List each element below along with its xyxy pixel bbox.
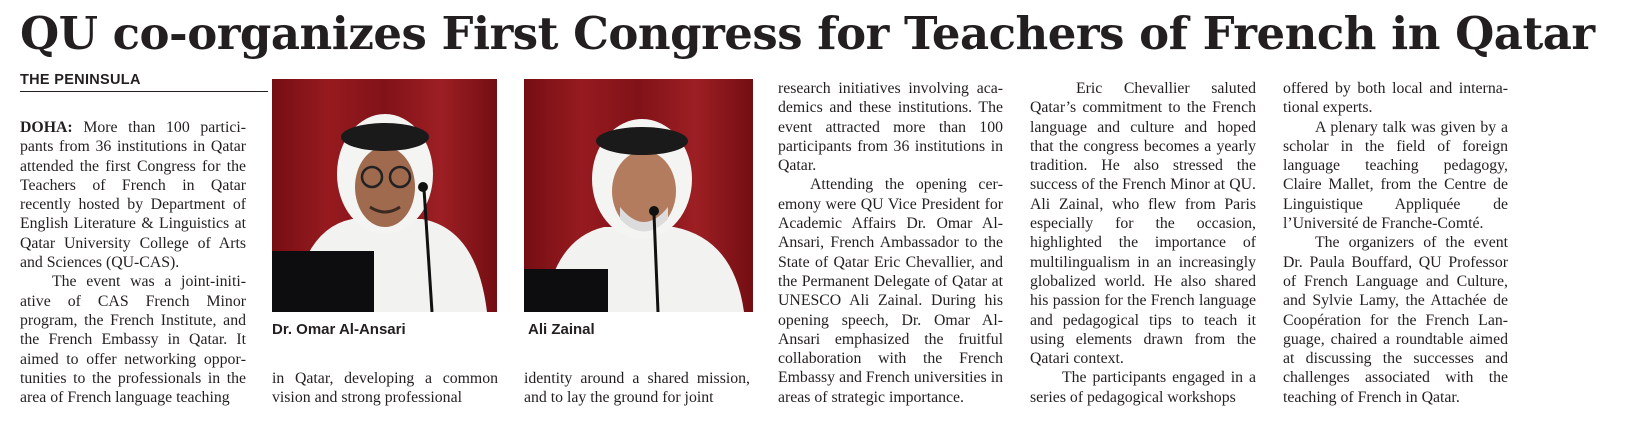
paragraph: A plenary talk was given by a scholar in the field of foreign language teaching pedagogy, Claire Mallet, from the Centre de Linguistique Appliquée de l’Université de Franche-Comté. xyxy=(1283,118,1508,233)
paragraph: in Qatar, developing a common vision and strong professional xyxy=(272,370,498,407)
photo-caption: Ali Zainal xyxy=(528,321,595,338)
headline: QU co-organizes First Congress for Teachers of French in Qatar xyxy=(20,7,1595,60)
paragraph: Attending the opening ceremony were QU Vice President for Academic Affairs Dr. Omar Al-Ansari, French Ambassador to the State of Qatar Eric Chevallier, and the Permanent Delegate of Qatar at UNESCO Ali Zainal. During his opening speech, Dr. Omar Al-Ansari emphasized the fruitful collaboration with the French Embassy and French universities in areas of strategic importance. xyxy=(778,176,1003,406)
paragraph: The organizers of the event Dr. Paula Bouffard, QU Professor of French Language and Culture, and Sylvie Lamy, the Attachée de Coopération for the French Language, chaired a roundtable aimed at discussing the successes and challenges associated with the teaching of French in Qatar. xyxy=(1283,234,1508,406)
paragraph xyxy=(20,118,246,272)
article-column-1 xyxy=(20,118,246,407)
article-column-2 xyxy=(272,369,498,408)
paragraph: Eric Chevallier saluted Qatar’s commitment to the French language and culture and hoped that the congress becomes a yearly tradition. He also stressed the success of the French Minor at QU. Ali Zainal, who flew from Paris especially for the occasion, highlighted the importance of multilingualism in an increasingly globalized world. He also shared his passion for the French language and pedagogical tips to teach it using elements drawn from the Qatari context. xyxy=(1030,80,1256,368)
dateline: DOHA: xyxy=(20,119,73,136)
paragraph-text: More than 100 participants from 36 institutions in Qatar attended the first Congress for the Teachers of French in Qatar recently hosted by Department of English Literature & Linguistics at Qatar University College of Arts and Sciences (QU-CAS). xyxy=(20,119,246,272)
article-column-4 xyxy=(778,79,1003,407)
photo-omar-al-ansari xyxy=(272,79,497,312)
paragraph: The event was a joint-initiative of CAS French Minor program, the French Institute, and the French Embassy in Qatar. It aimed to offer networking opportunities to the professionals in the area of French language teaching xyxy=(20,273,246,407)
photo-caption: Dr. Omar Al-Ansari xyxy=(272,321,406,338)
portrait-illustration xyxy=(524,79,753,312)
article-column-5 xyxy=(1030,79,1256,407)
source-byline: THE PENINSULA xyxy=(20,72,268,92)
paragraph: offered by both local and international experts. xyxy=(1283,80,1508,117)
portrait-illustration xyxy=(272,79,497,312)
article-column-6 xyxy=(1283,79,1508,407)
paragraph: research initiatives involving academics and these institutions. The event attracted more than 100 participants from 36 institutions in Qatar. xyxy=(778,80,1003,175)
article-column-3 xyxy=(524,369,750,408)
paragraph: The participants engaged in a series of pedagogical workshops xyxy=(1030,369,1256,406)
paragraph: identity around a shared mission, and to lay the ground for joint xyxy=(524,370,750,407)
photo-ali-zainal xyxy=(524,79,753,312)
